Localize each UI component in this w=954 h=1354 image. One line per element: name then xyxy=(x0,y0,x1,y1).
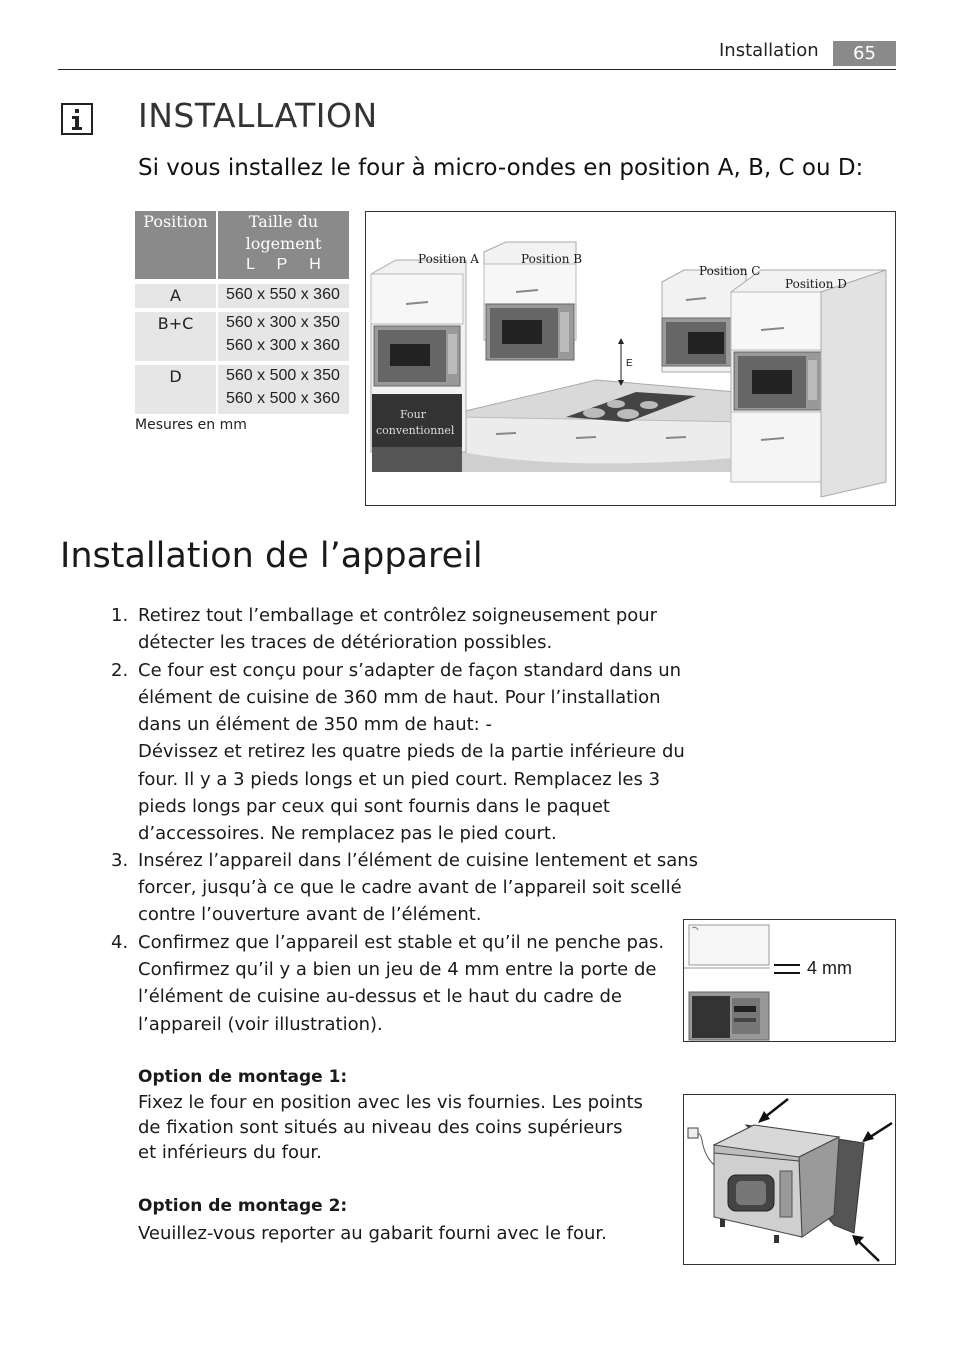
oven-label-line2: conventionnel xyxy=(376,424,455,437)
option1-line: de fixation sont situés au niveau des coins supérieurs xyxy=(138,1117,623,1138)
gap-figure xyxy=(683,919,896,1042)
row-size: 560 x 300 x 350 xyxy=(226,314,340,331)
table-note: Mesures en mm xyxy=(135,417,247,433)
row-size: 560 x 500 x 350 xyxy=(226,367,340,384)
step-line: d’accessoires. Ne remplacez pas le pied court. xyxy=(138,823,557,844)
step-line: Retirez tout l’emballage et contrôlez soigneusement pour xyxy=(138,605,658,626)
label-conventional-oven xyxy=(376,407,455,439)
table-row xyxy=(135,312,216,361)
row-position: B+C xyxy=(157,314,194,333)
option1-title: Option de montage 1: xyxy=(138,1067,348,1087)
step-line: Confirmez que l’appareil est stable et qu’il ne penche pas. xyxy=(138,932,665,953)
step-number: 4. xyxy=(111,932,129,953)
kitchen-positions-figure xyxy=(365,211,896,506)
step-line: l’élément de cuisine au-dessus et le haut du cadre de xyxy=(138,986,622,1007)
step-line: Confirmez qu’il y a bien un jeu de 4 mm entre la porte de xyxy=(138,959,657,980)
step-number: 3. xyxy=(111,850,129,871)
table-row xyxy=(135,365,216,414)
step-line: four. Il y a 3 pieds longs et un pied court. Remplacez les 3 xyxy=(138,769,661,790)
row-size: 560 x 550 x 360 xyxy=(226,286,340,303)
step-line: contre l’ouverture avant de l’élément. xyxy=(138,904,482,925)
row-position: D xyxy=(169,367,182,386)
oven-mounting-illustration xyxy=(684,1095,896,1265)
row-position: A xyxy=(170,286,181,305)
page-subtitle: Si vous installez le four à micro-ondes en position A, B, C ou D: xyxy=(138,155,864,181)
step-line: élément de cuisine de 360 mm de haut. Pour l’installation xyxy=(138,687,661,708)
label-position-b: Position B xyxy=(521,252,583,266)
table-row xyxy=(135,284,216,308)
page-title: INSTALLATION xyxy=(138,96,378,135)
table-header-size-line1: Taille du xyxy=(248,212,319,231)
step-line: l’appareil (voir illustration). xyxy=(138,1014,383,1035)
mounting-screws-figure xyxy=(683,1094,896,1265)
table-cell-size xyxy=(218,365,349,414)
table-header-dims: L P H xyxy=(246,256,321,273)
gap-illustration xyxy=(684,920,896,1042)
header-section-label: Installation xyxy=(719,40,819,61)
table-cell-size xyxy=(218,312,349,361)
option2-title: Option de montage 2: xyxy=(138,1196,348,1216)
label-gap-e: E xyxy=(626,358,633,369)
header-rule xyxy=(58,69,896,70)
row-size: 560 x 300 x 360 xyxy=(226,337,340,354)
oven-label-line1: Four xyxy=(400,408,426,421)
page-number-badge: 65 xyxy=(833,41,896,66)
step-number: 2. xyxy=(111,660,129,681)
option2-text: Veuillez-vous reporter au gabarit fourni avec le four. xyxy=(138,1223,607,1244)
option1-line: et inférieurs du four. xyxy=(138,1142,322,1163)
step-line: Ce four est conçu pour s’adapter de façon standard dans un xyxy=(138,660,682,681)
row-size: 560 x 500 x 360 xyxy=(226,390,340,407)
step-line: Dévissez et retirez les quatre pieds de la partie inférieure du xyxy=(138,741,685,762)
info-icon xyxy=(61,103,93,135)
label-position-c: Position C xyxy=(699,264,761,278)
table-cell-size xyxy=(218,284,349,308)
step-line: forcer, jusqu’à ce que le cadre avant de l’appareil soit scellé xyxy=(138,877,682,898)
section-title: Installation de l’appareil xyxy=(60,536,483,576)
step-line: Insérez l’appareil dans l’élément de cuisine lentement et sans xyxy=(138,850,699,871)
table-header-size-line2: logement xyxy=(245,234,322,253)
label-position-d: Position D xyxy=(785,277,847,291)
label-position-a: Position A xyxy=(418,252,479,266)
table-header-position-label: Position xyxy=(143,212,208,231)
gap-label: 4 mm xyxy=(807,958,852,978)
option1-line: Fixez le four en position avec les vis fournies. Les points xyxy=(138,1092,643,1113)
step-line: détecter les traces de détérioration possibles. xyxy=(138,632,553,653)
step-line: dans un élément de 350 mm de haut: - xyxy=(138,714,492,735)
table-header-position xyxy=(135,211,216,279)
step-number: 1. xyxy=(111,605,129,626)
table-header-size xyxy=(218,211,349,279)
step-line: pieds longs par ceux qui sont fournis dans le paquet xyxy=(138,796,610,817)
